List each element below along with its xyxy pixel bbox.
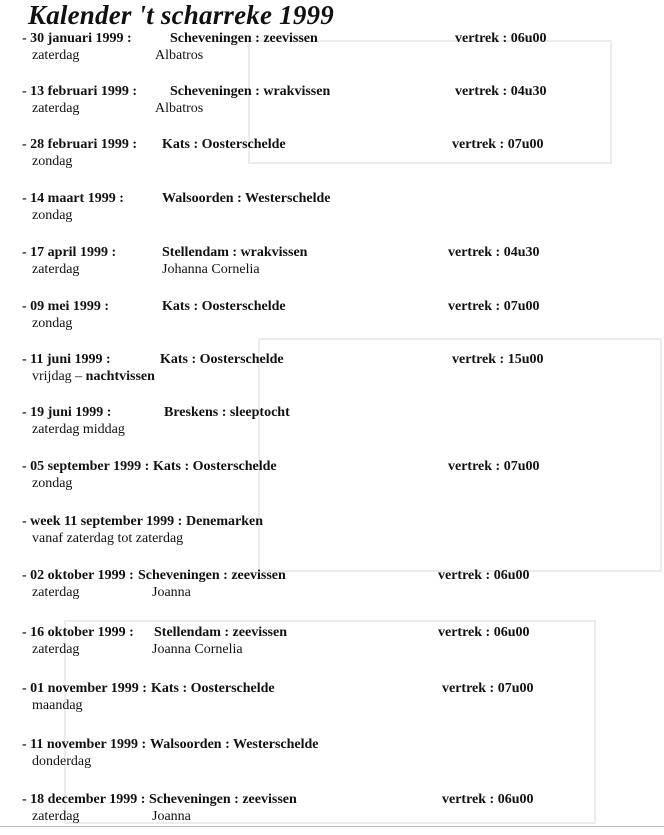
event-day-label: maandag (32, 698, 83, 713)
event-departure: vertrek : 07u00 (452, 137, 544, 152)
event-day-label: zondag (32, 208, 73, 223)
event-departure: vertrek : 04u30 (455, 84, 547, 99)
event-day-label: zondag (32, 154, 73, 169)
event-row (0, 405, 664, 447)
event-row (0, 792, 664, 834)
event-date: - 11 november 1999 : (22, 737, 147, 752)
event-date: - 30 januari 1999 : (22, 31, 132, 46)
event-departure: vertrek : 04u30 (448, 245, 540, 260)
event-day-label: zondag (32, 316, 73, 331)
event-row (0, 568, 664, 610)
event-destination: Breskens : sleeptocht (164, 405, 290, 420)
event-date: - 28 februari 1999 : (22, 137, 138, 152)
event-boat: Johanna Cornelia (162, 262, 260, 277)
event-date: - 13 februari 1999 : (22, 84, 138, 99)
event-row (0, 514, 664, 556)
event-destination: Kats : Oosterschelde (153, 459, 277, 474)
event-row (0, 137, 664, 179)
event-destination: Stellendam : zeevissen (154, 625, 287, 640)
event-day-label: zaterdag (32, 262, 80, 277)
event-date: - week 11 september 1999 : (22, 514, 183, 529)
event-row (0, 681, 664, 723)
event-day (32, 642, 79, 658)
event-departure: vertrek : 06u00 (438, 625, 530, 640)
event-date: - 02 oktober 1999 : (22, 568, 134, 583)
event-departure: vertrek : 07u00 (448, 459, 540, 474)
event-destination: Kats : Oosterschelde (162, 137, 286, 152)
event-day-label: zaterdag (32, 101, 80, 116)
event-row (0, 737, 664, 779)
event-row (0, 352, 664, 394)
event-boat: Joanna (152, 809, 191, 824)
event-boat: Albatros (155, 101, 204, 116)
event-date: - 17 april 1999 : (22, 245, 117, 260)
event-boat: Joanna (152, 585, 191, 600)
event-day (32, 208, 72, 224)
event-destination: Kats : Oosterschelde (151, 681, 275, 696)
event-day-note: nachtvissen (85, 369, 155, 384)
event-row (0, 31, 664, 73)
event-date: - 11 juni 1999 : (22, 352, 111, 367)
event-day-label: vanaf zaterdag tot zaterdag (32, 531, 184, 546)
event-date: - 18 december 1999 : (22, 792, 146, 807)
event-destination: Denemarken (186, 514, 263, 529)
event-destination: Scheveningen : zeevissen (138, 568, 286, 583)
page-title: Kalender 't scharreke 1999 (28, 0, 334, 30)
event-boat: Joanna Cornelia (152, 642, 243, 657)
event-row (0, 245, 664, 287)
event-departure: vertrek : 15u00 (452, 352, 544, 367)
event-day (32, 531, 183, 547)
event-row (0, 191, 664, 233)
event-row (0, 625, 664, 667)
event-day-label: zaterdag middag (32, 422, 125, 437)
event-row (0, 84, 664, 126)
event-day (32, 698, 83, 714)
event-day-label: zondag (32, 476, 73, 491)
event-day-label: vrijdag – (32, 369, 86, 384)
event-destination: Stellendam : wrakvissen (162, 245, 308, 260)
event-date: - 16 oktober 1999 : (22, 625, 134, 640)
event-departure: vertrek : 07u00 (442, 681, 534, 696)
event-day (32, 154, 72, 170)
event-departure: vertrek : 07u00 (448, 299, 540, 314)
event-day (32, 369, 155, 385)
event-day (32, 101, 79, 117)
event-day (32, 422, 125, 438)
event-destination: Walsoorden : Westerschelde (162, 191, 331, 206)
event-day (32, 48, 79, 64)
event-day (32, 585, 79, 601)
event-day (32, 476, 72, 492)
event-row (0, 299, 664, 341)
event-day (32, 809, 79, 825)
event-destination: Kats : Oosterschelde (160, 352, 284, 367)
event-day-label: zaterdag (32, 585, 80, 600)
event-departure: vertrek : 06u00 (442, 792, 534, 807)
event-date: - 09 mei 1999 : (22, 299, 110, 314)
event-destination: Scheveningen : wrakvissen (170, 84, 331, 99)
event-date: - 14 maart 1999 : (22, 191, 124, 206)
event-day-label: donderdag (32, 754, 92, 769)
event-destination: Kats : Oosterschelde (162, 299, 286, 314)
event-boat: Albatros (155, 48, 204, 63)
event-day (32, 754, 91, 770)
event-day-label: zaterdag (32, 48, 80, 63)
bottom-divider (0, 826, 664, 827)
event-day-label: zaterdag (32, 642, 80, 657)
event-date: - 01 november 1999 : (22, 681, 147, 696)
event-destination: Scheveningen : zeevissen (149, 792, 297, 807)
event-departure: vertrek : 06u00 (438, 568, 530, 583)
event-day (32, 262, 79, 278)
event-destination: Walsoorden : Westerschelde (150, 737, 319, 752)
event-destination: Scheveningen : zeevissen (170, 31, 318, 46)
event-date: - 05 september 1999 : (22, 459, 150, 474)
event-departure: vertrek : 06u00 (455, 31, 547, 46)
event-day (32, 316, 72, 332)
event-date: - 19 juni 1999 : (22, 405, 112, 420)
event-day-label: zaterdag (32, 809, 80, 824)
event-row (0, 459, 664, 501)
